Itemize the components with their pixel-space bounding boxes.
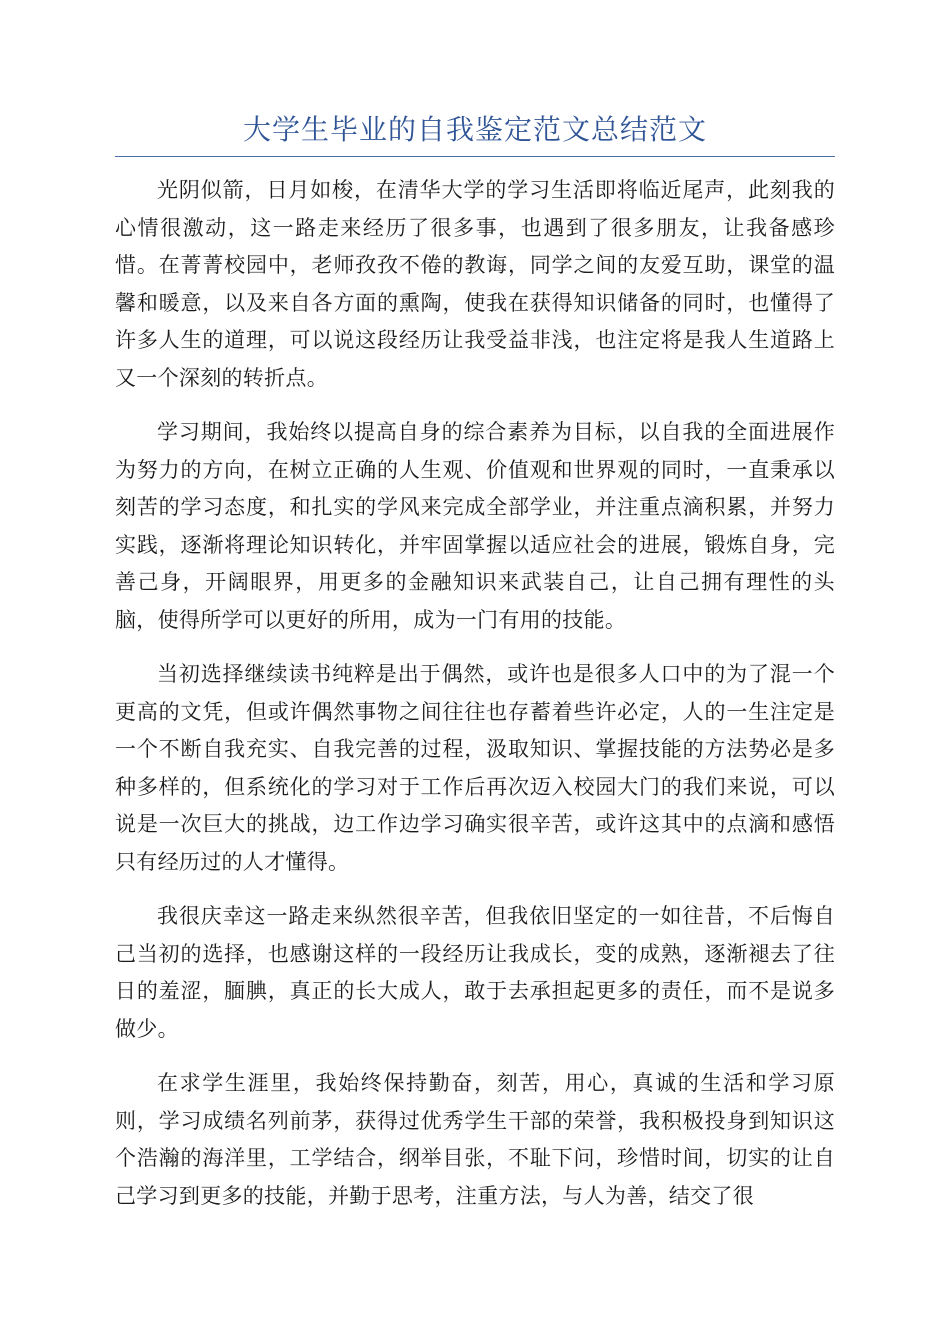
title-block (115, 108, 835, 157)
document-title: 大学生毕业的自我鉴定范文总结范文 (242, 113, 707, 146)
document-body (115, 172, 835, 1232)
paragraph-3: 当初选择继续读书纯粹是出于偶然，或许也是很多人口中的为了混一个更高的文凭，但或许偶然事物之间往往也存蓄着些许必定，人的一生注定是一个不断自我充实、自我完善的过程，汲取知识、掌握技能的方法势必是多种多样的，但系统化的学习对于工作后再次迈入校园大门的我们来说，可以说是一次巨大的挑战，边工作边学习确实很辛苦，或许这其中的点滴和感悟只有经历过的人才懂得。 (115, 662, 835, 874)
paragraph-1: 光阴似箭，日月如梭，在清华大学的学习生活即将临近尾声，此刻我的心情很激动，这一路走来经历了很多事，也遇到了很多朋友，让我备感珍惜。在菁菁校园中，老师孜孜不倦的教诲，同学之间的友爱互助，课堂的温馨和暖意，以及来自各方面的熏陶，使我在获得知识储备的同时，也懂得了许多人生的道理，可以说这段经历让我受益非浅，也注定将是我人生道路上又一个深刻的转折点。 (115, 178, 835, 390)
paragraph-2: 学习期间，我始终以提高自身的综合素养为目标，以自我的全面进展作为努力的方向，在树立正确的人生观、价值观和世界观的同时，一直秉承以刻苦的学习态度，和扎实的学风来完成全部学业，并注重点滴积累，并努力实践，逐渐将理论知识转化，并牢固掌握以适应社会的进展，锻炼自身，完善己身，开阔眼界，用更多的金融知识来武装自己，让自己拥有理性的头脑，使得所学可以更好的所用，成为一门有用的技能。 (115, 420, 835, 632)
paragraph-4: 我很庆幸这一路走来纵然很辛苦，但我依旧坚定的一如往昔，不后悔自己当初的选择，也感谢这样的一段经历让我成长，变的成熟，逐渐褪去了往日的羞涩，腼腆，真正的长大成人，敢于去承担起更多的责任，而不是说多做少。 (115, 904, 835, 1041)
paragraph-5: 在求学生涯里，我始终保持勤奋，刻苦，用心，真诚的生活和学习原则，学习成绩名列前茅，获得过优秀学生干部的荣誉，我积极投身到知识这个浩瀚的海洋里，工学结合，纲举目张，不耻下问，珍惜时间，切实的让自己学习到更多的技能，并勤于思考，注重方法，与人为善，结交了很 (115, 1071, 835, 1208)
